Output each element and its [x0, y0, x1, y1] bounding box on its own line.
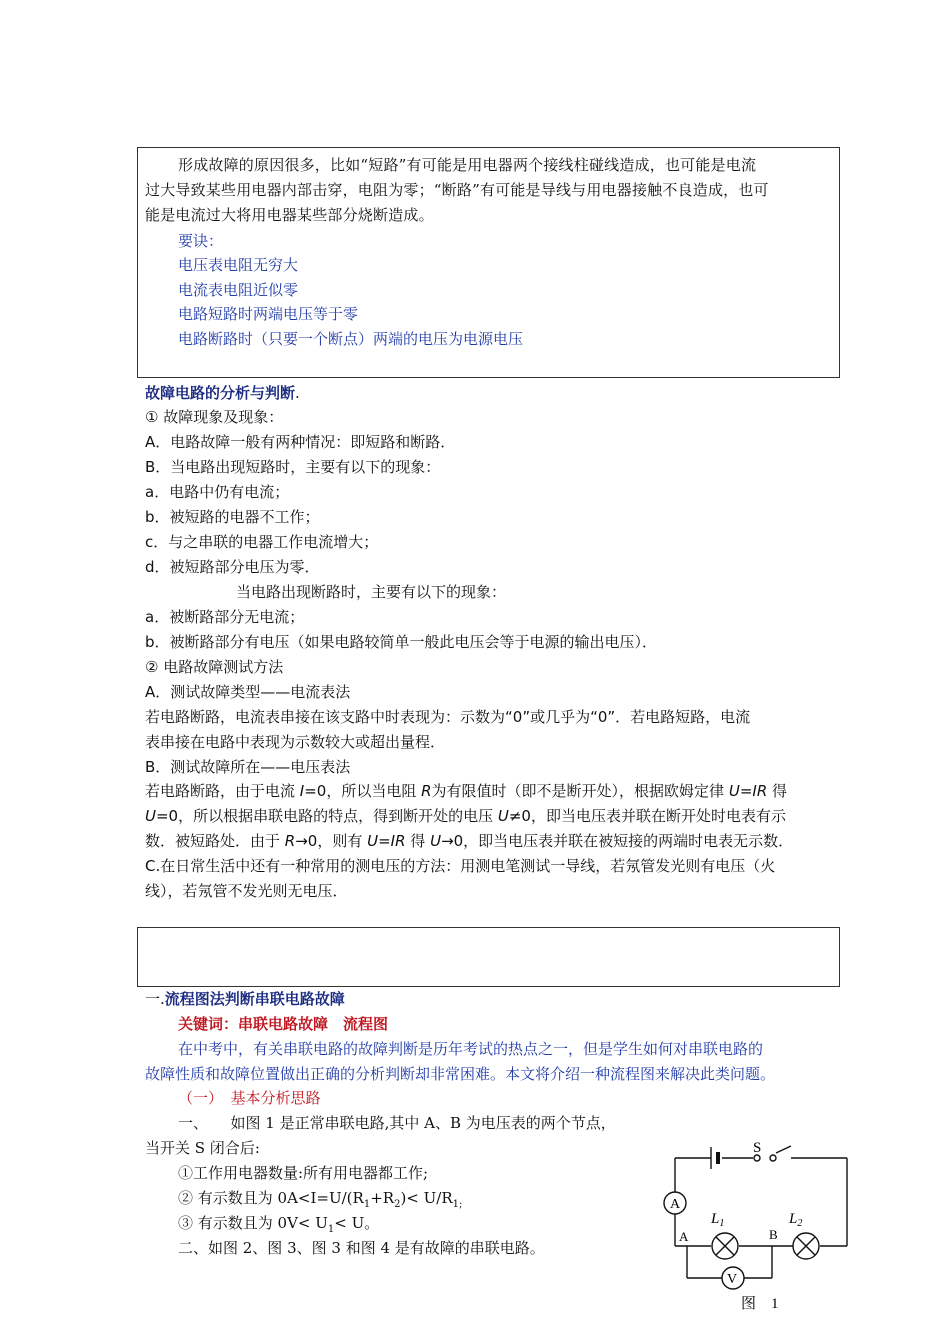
circuit-diagram	[655, 1128, 855, 1318]
box-paragraph-line-3: 能是电流过大将用电器某些部分烧断造成。	[145, 206, 434, 224]
bullet-2: ② 有示数且为 $0A<I=U/(R_1+R_2)< U/R_{1;}$	[178, 1189, 463, 1210]
body-line: B．当电路出现短路时，主要有以下的现象：	[145, 458, 441, 476]
item-2: 二、如图 2、图 3、图 3 和图 4 是有故障的串联电路。	[178, 1239, 545, 1257]
lamp-2-label: $L_2$	[789, 1211, 803, 1229]
formula-line-2: U=0，所以根据串联电路的特点，得到断开处的电压 U≠0，即当电压表并联在断开处时电表有示	[145, 807, 786, 825]
sub-heading: （一） 基本分析思路	[178, 1089, 321, 1107]
section-title	[145, 383, 300, 403]
intro-line: 故障性质和故障位置做出正确的分析判断却非常困难。本文将介绍一种流程图来解决此类问题。	[145, 1065, 776, 1083]
lamp-1-label: $L_1$	[711, 1211, 725, 1229]
body-line: b．被短路的电器不工作；	[145, 508, 320, 526]
node-b-label: B	[769, 1227, 778, 1242]
bullet-3: ③ 有示数且为 $0V< U_1< U$。	[178, 1214, 380, 1235]
body-line: 线），若氖管不发光则无电压．	[145, 882, 348, 900]
node-a-label: A	[679, 1229, 689, 1244]
mnemonic-title: 要诀：	[178, 232, 224, 250]
section-title-text: 故障电路的分析与判断	[145, 384, 296, 402]
mnemonic-item: 电流表电阻近似零	[178, 281, 299, 299]
part-heading	[145, 989, 345, 1009]
body-line: B．测试故障所在——电压表法	[145, 758, 351, 776]
box-paragraph-line-1: 形成故障的原因很多，比如“短路”有可能是用电器两个接线柱碰线造成，也可能是电流	[178, 156, 757, 174]
body-line: ① 故障现象及现象：	[145, 408, 284, 426]
part-number: 一.	[145, 990, 165, 1008]
figure-caption: 图 1	[741, 1296, 779, 1312]
voltmeter-label: V	[727, 1272, 738, 1287]
mnemonic-item: 电压表电阻无穷大	[178, 256, 299, 274]
part-title: 流程图法判断串联电路故障	[164, 990, 345, 1008]
body-line: a．被断路部分无电流；	[145, 608, 305, 626]
body-line: a．电路中仍有电流；	[145, 483, 290, 501]
formula-line-3: 数．被短路处．由于 R→0，则有 U=IR 得 U→0，即当电压表并联在被短接的两端时电表无示数．	[145, 832, 794, 850]
empty-box	[137, 927, 840, 987]
mnemonic-item: 电路断路时（只要一个断点）两端的电压为电源电压	[178, 330, 524, 348]
formula-line-1: 若电路断路，由于电流 I=0，所以当电阻 R为有限值时（即不是断开处），根据欧姆定律 U=IR 得	[145, 782, 788, 800]
keywords: 关键词：串联电路故障 流程图	[178, 1015, 389, 1033]
ammeter-label: A	[670, 1197, 681, 1212]
body-line: c．与之串联的电器工作电流增大；	[145, 533, 379, 551]
body-line: A．电路故障一般有两种情况：即短路和断路．	[145, 433, 456, 451]
body-line: 表串接在电路中表现为示数较大或超出量程．	[145, 733, 446, 751]
body-line: 若电路断路，电流表串接在该支路中时表现为：示数为“0”或几乎为“0”．若电路短路，电流	[145, 708, 751, 726]
body-line: d．被短路部分电压为零．	[145, 558, 320, 576]
intro-line: 在中考中，有关串联电路的故障判断是历年考试的热点之一，但是学生如何对串联电路的	[178, 1040, 764, 1058]
mnemonic-item: 电路短路时两端电压等于零	[178, 305, 359, 323]
bullet-1: ①工作用电器数量:所有用电器都工作;	[178, 1164, 429, 1182]
section-title-dot: .	[295, 384, 300, 402]
body-line: C.在日常生活中还有一种常用的测电压的方法：用测电笔测试一导线，若氖管发光则有电压（火	[145, 857, 776, 875]
body-line: 当电路出现断路时，主要有以下的现象：	[236, 583, 507, 601]
body-line: b．被断路部分有电压（如果电路较简单一般此电压会等于电源的输出电压）．	[145, 633, 658, 651]
item-1a: 一、 如图 1 是正常串联电路,其中 A、B 为电压表的两个节点，	[178, 1114, 616, 1132]
body-line: ② 电路故障测试方法	[145, 658, 284, 676]
switch-label: S	[753, 1140, 762, 1156]
box-paragraph-line-2: 过大导致某些用电器内部击穿，电阻为零；“断路”有可能是导线与用电器接触不良造成，也可	[145, 181, 769, 199]
body-line: A．测试故障类型——电流表法	[145, 683, 351, 701]
item-1b: 当开关 S 闭合后:	[145, 1139, 260, 1157]
